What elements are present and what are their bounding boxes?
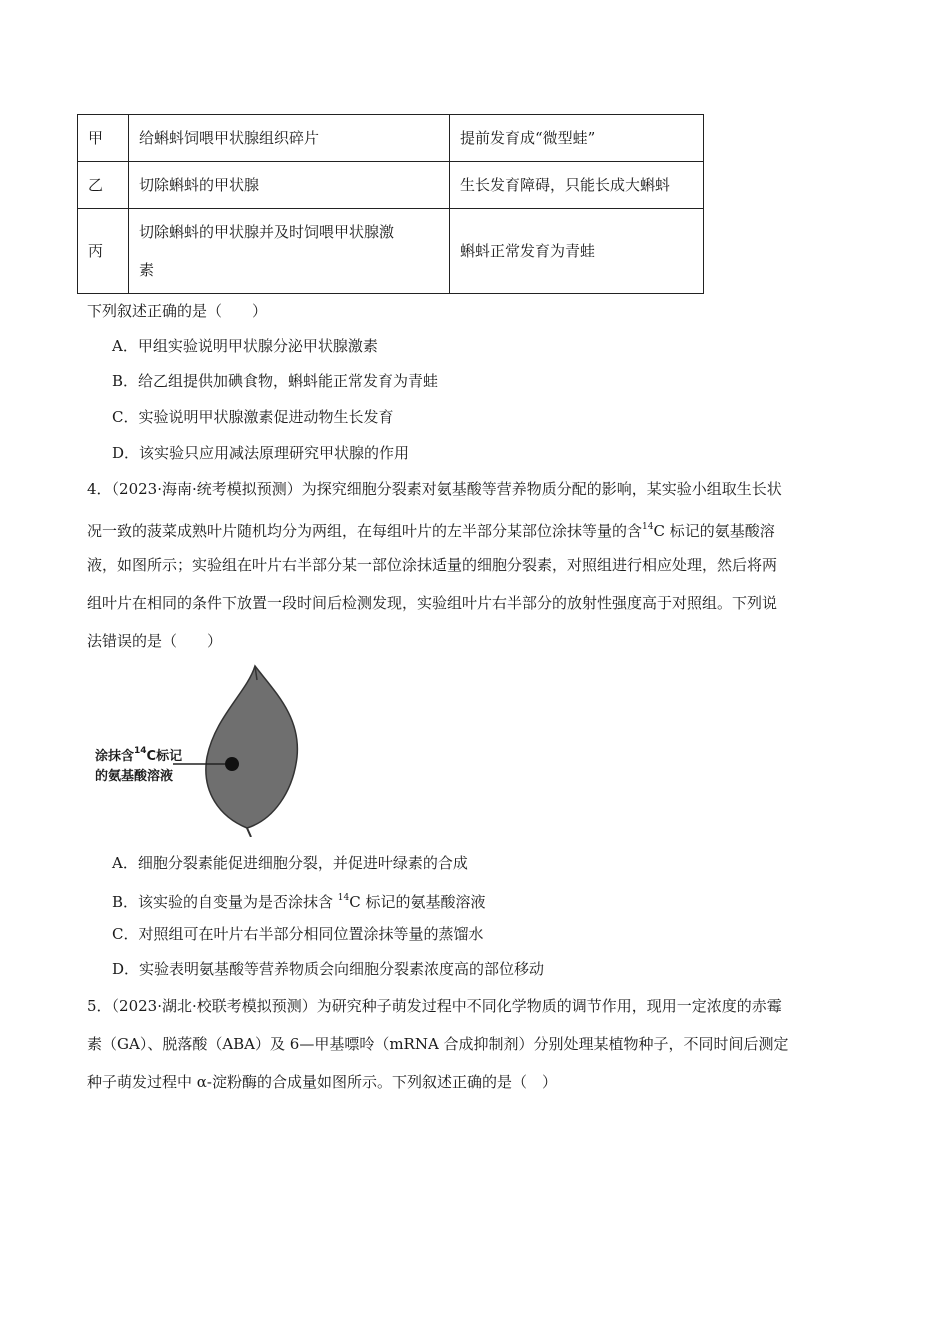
q4-option-d: D．实验表明氨基酸等营养物质会向细胞分裂素浓度高的部位移动 (112, 960, 545, 978)
result-cell: 生长发育障碍，只能长成大蝌蚪 (450, 162, 704, 209)
q3-option-c: C．实验说明甲状腺激素促进动物生长发育 (112, 408, 394, 426)
q3-stem: 下列叙述正确的是（ ） (87, 302, 268, 320)
figure-label-line: 的氨基酸溶液 (95, 769, 174, 784)
q3-option-d: D．该实验只应用减法原理研究甲状腺的作用 (112, 444, 410, 462)
q4-line (87, 517, 775, 541)
q4-option-c: C．对照组可在叶片右半部分相同位置涂抹等量的蒸馏水 (112, 925, 484, 943)
result-cell: 蝌蚪正常发育为青蛙 (450, 209, 704, 294)
group-cell: 乙 (78, 162, 129, 209)
experiment-table (77, 114, 704, 294)
figure-label-line: 涂抹含$^{14}$C标记 (95, 746, 183, 764)
q4-line: 组叶片在相同的条件下放置一段时间后检测发现，实验组叶片右半部分的放射性强度高于对照组。下列说 (87, 594, 778, 612)
q5-line: 5．（2023·湖北·校联考模拟预测）为研究种子萌发过程中不同化学物质的调节作用，现用一定浓度的赤霉 (87, 997, 782, 1015)
group-cell: 甲 (78, 115, 129, 162)
table-row (78, 209, 704, 294)
figure-label (95, 741, 182, 787)
q3-option-a: A．甲组实验说明甲状腺分泌甲状腺激素 (112, 337, 378, 355)
treatment-line: 切除蝌蚪的甲状腺并及时饲喂甲状腺激 (139, 223, 395, 241)
q4-line-text: 况一致的菠菜成熟叶片随机均分为两组，在每组叶片的左半部分某部位涂抹等量的含 (87, 522, 643, 540)
leaf-shape (206, 666, 298, 828)
q4-line: 法错误的是（ ） (87, 632, 223, 650)
result-cell: 提前发育成“微型蛙” (450, 115, 704, 162)
q3-option-b: B．给乙组提供加碘食物，蝌蚪能正常发育为青蛙 (112, 372, 439, 390)
treatment-line: 素 (139, 261, 155, 279)
treatment-cell: 给蝌蚪饲喂甲状腺组织碎片 (129, 115, 450, 162)
leaf-stem (247, 828, 251, 837)
q4-line: 液，如图所示；实验组在叶片右半部分某一部位涂抹适量的细胞分裂素，对照组进行相应处理，然后将两 (87, 556, 778, 574)
q4-line: 4．（2023·海南·统考模拟预测）为探究细胞分裂素对氨基酸等营养物质分配的影响，某实验小组取生长状 (87, 480, 782, 498)
treatment-cell (129, 209, 450, 294)
q4-superscript: 14 (642, 522, 654, 532)
sample-dot (225, 757, 239, 771)
table-row (78, 162, 704, 209)
q5-line: 素（GA）、脱落酸（ABA）及 6—甲基嘌呤（mRNA 合成抑制剂）分别处理某植物种子，不同时间后测定 (87, 1035, 789, 1053)
group-cell: 丙 (78, 209, 129, 294)
q4-option-b: B．该实验的自变量为是否涂抹含 $^{14}$C 标记的氨基酸溶液 (112, 893, 486, 911)
table-row (78, 115, 704, 162)
q4-line-text: C 标记的氨基酸溶 (653, 522, 775, 540)
q5-line: 种子萌发过程中 α-淀粉酶的合成量如图所示。下列叙述正确的是（ ） (87, 1073, 557, 1091)
treatment-cell: 切除蝌蚪的甲状腺 (129, 162, 450, 209)
q4-option-a: A．细胞分裂素能促进细胞分裂，并促进叶绿素的合成 (112, 854, 468, 872)
